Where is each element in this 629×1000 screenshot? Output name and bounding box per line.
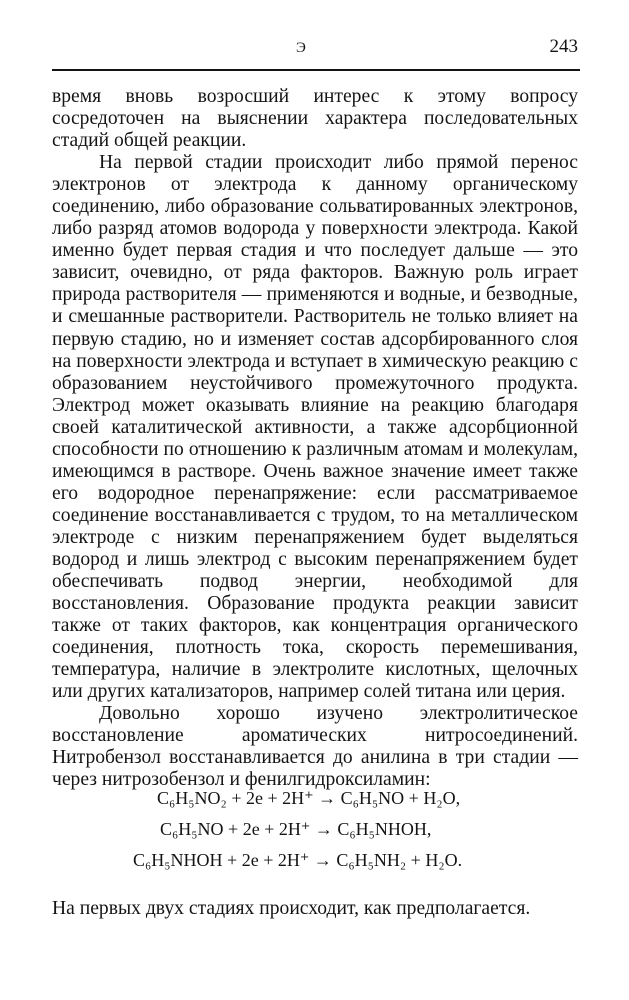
body-text [52, 86, 578, 792]
paragraph-first-stage: На первой стадии происходит либо прямой перенос электронов от электрода к данному органическому соединению, либо образование сольватированных электронов, либо разряд атомов водорода у поверхности электрода. Какой именно будет первая стадия и что последует дальше — это зависит, очевидно, от ряда факторов. Важную роль играет природа растворителя — применяются и водные, и безводные, и смешанные растворители. Растворитель не только влияет на первую стадию, но и изменяет состав адсорбированного слоя на поверхности электрода и вступает в химическую реакцию с образованием неустойчивого промежуточного продукта. Электрод может оказывать влияние на реакцию благодаря своей каталитической активности, а также адсорбционной способности по отношению к различным атомам и молекулам, имеющимся в растворе. Очень важное значение имеет также его водородное перенапряжение: если рассматриваемое соединение восстанавливается с трудом, то на металлическом электроде с низким перенапряжением будет выделяться водород и лишь электрод с высоким перенапряжением будет обеспечивать подвод энергии, необходимой для восстановления. Образование продукта реакции зависит также от таких факторов, как концентрация органического соединения, плотность тока, скорость перемешивания, температура, наличие в электролите кислотных, щелочных или других катализаторов, например солей титана или церия. [52, 152, 578, 703]
equation-row [52, 817, 578, 848]
running-head-letter: Э [296, 40, 306, 56]
equation-nitrobenzene-to-nitrosobenzene: C₆H₅NO₂ + 2e + 2H⁺ → C₆H₅NO + H₂O, [157, 788, 461, 808]
equation-nitrosobenzene-to-phenylhydroxylamine: C₆H₅NO + 2e + 2H⁺ → C₆H₅NHOH, [160, 819, 432, 839]
page-number: 243 [549, 36, 578, 57]
equation-block [52, 786, 578, 879]
closing-line: На первых двух стадиях происходит, как предполагается. [52, 898, 531, 919]
header-rule [52, 69, 580, 71]
equation-row [52, 848, 578, 879]
equation-row [52, 786, 578, 817]
equation-phenylhydroxylamine-to-aniline: C₆H₅NHOH + 2e + 2H⁺ → C₆H₅NH₂ + H₂O. [133, 850, 463, 870]
page-header [52, 36, 578, 66]
paragraph-continued: время вновь возросший интерес к этому вопросу сосредоточен на выяснении характера последовательных стадий общей реакции. [52, 86, 578, 152]
paragraph-nitro-reduction: Довольно хорошо изучено электролитическое восстановление ароматических нитросоединений. Нитробензол восстанавливается до анилина в три стадии — через нитрозобензол и фенилгидроксиламин: [52, 703, 578, 791]
